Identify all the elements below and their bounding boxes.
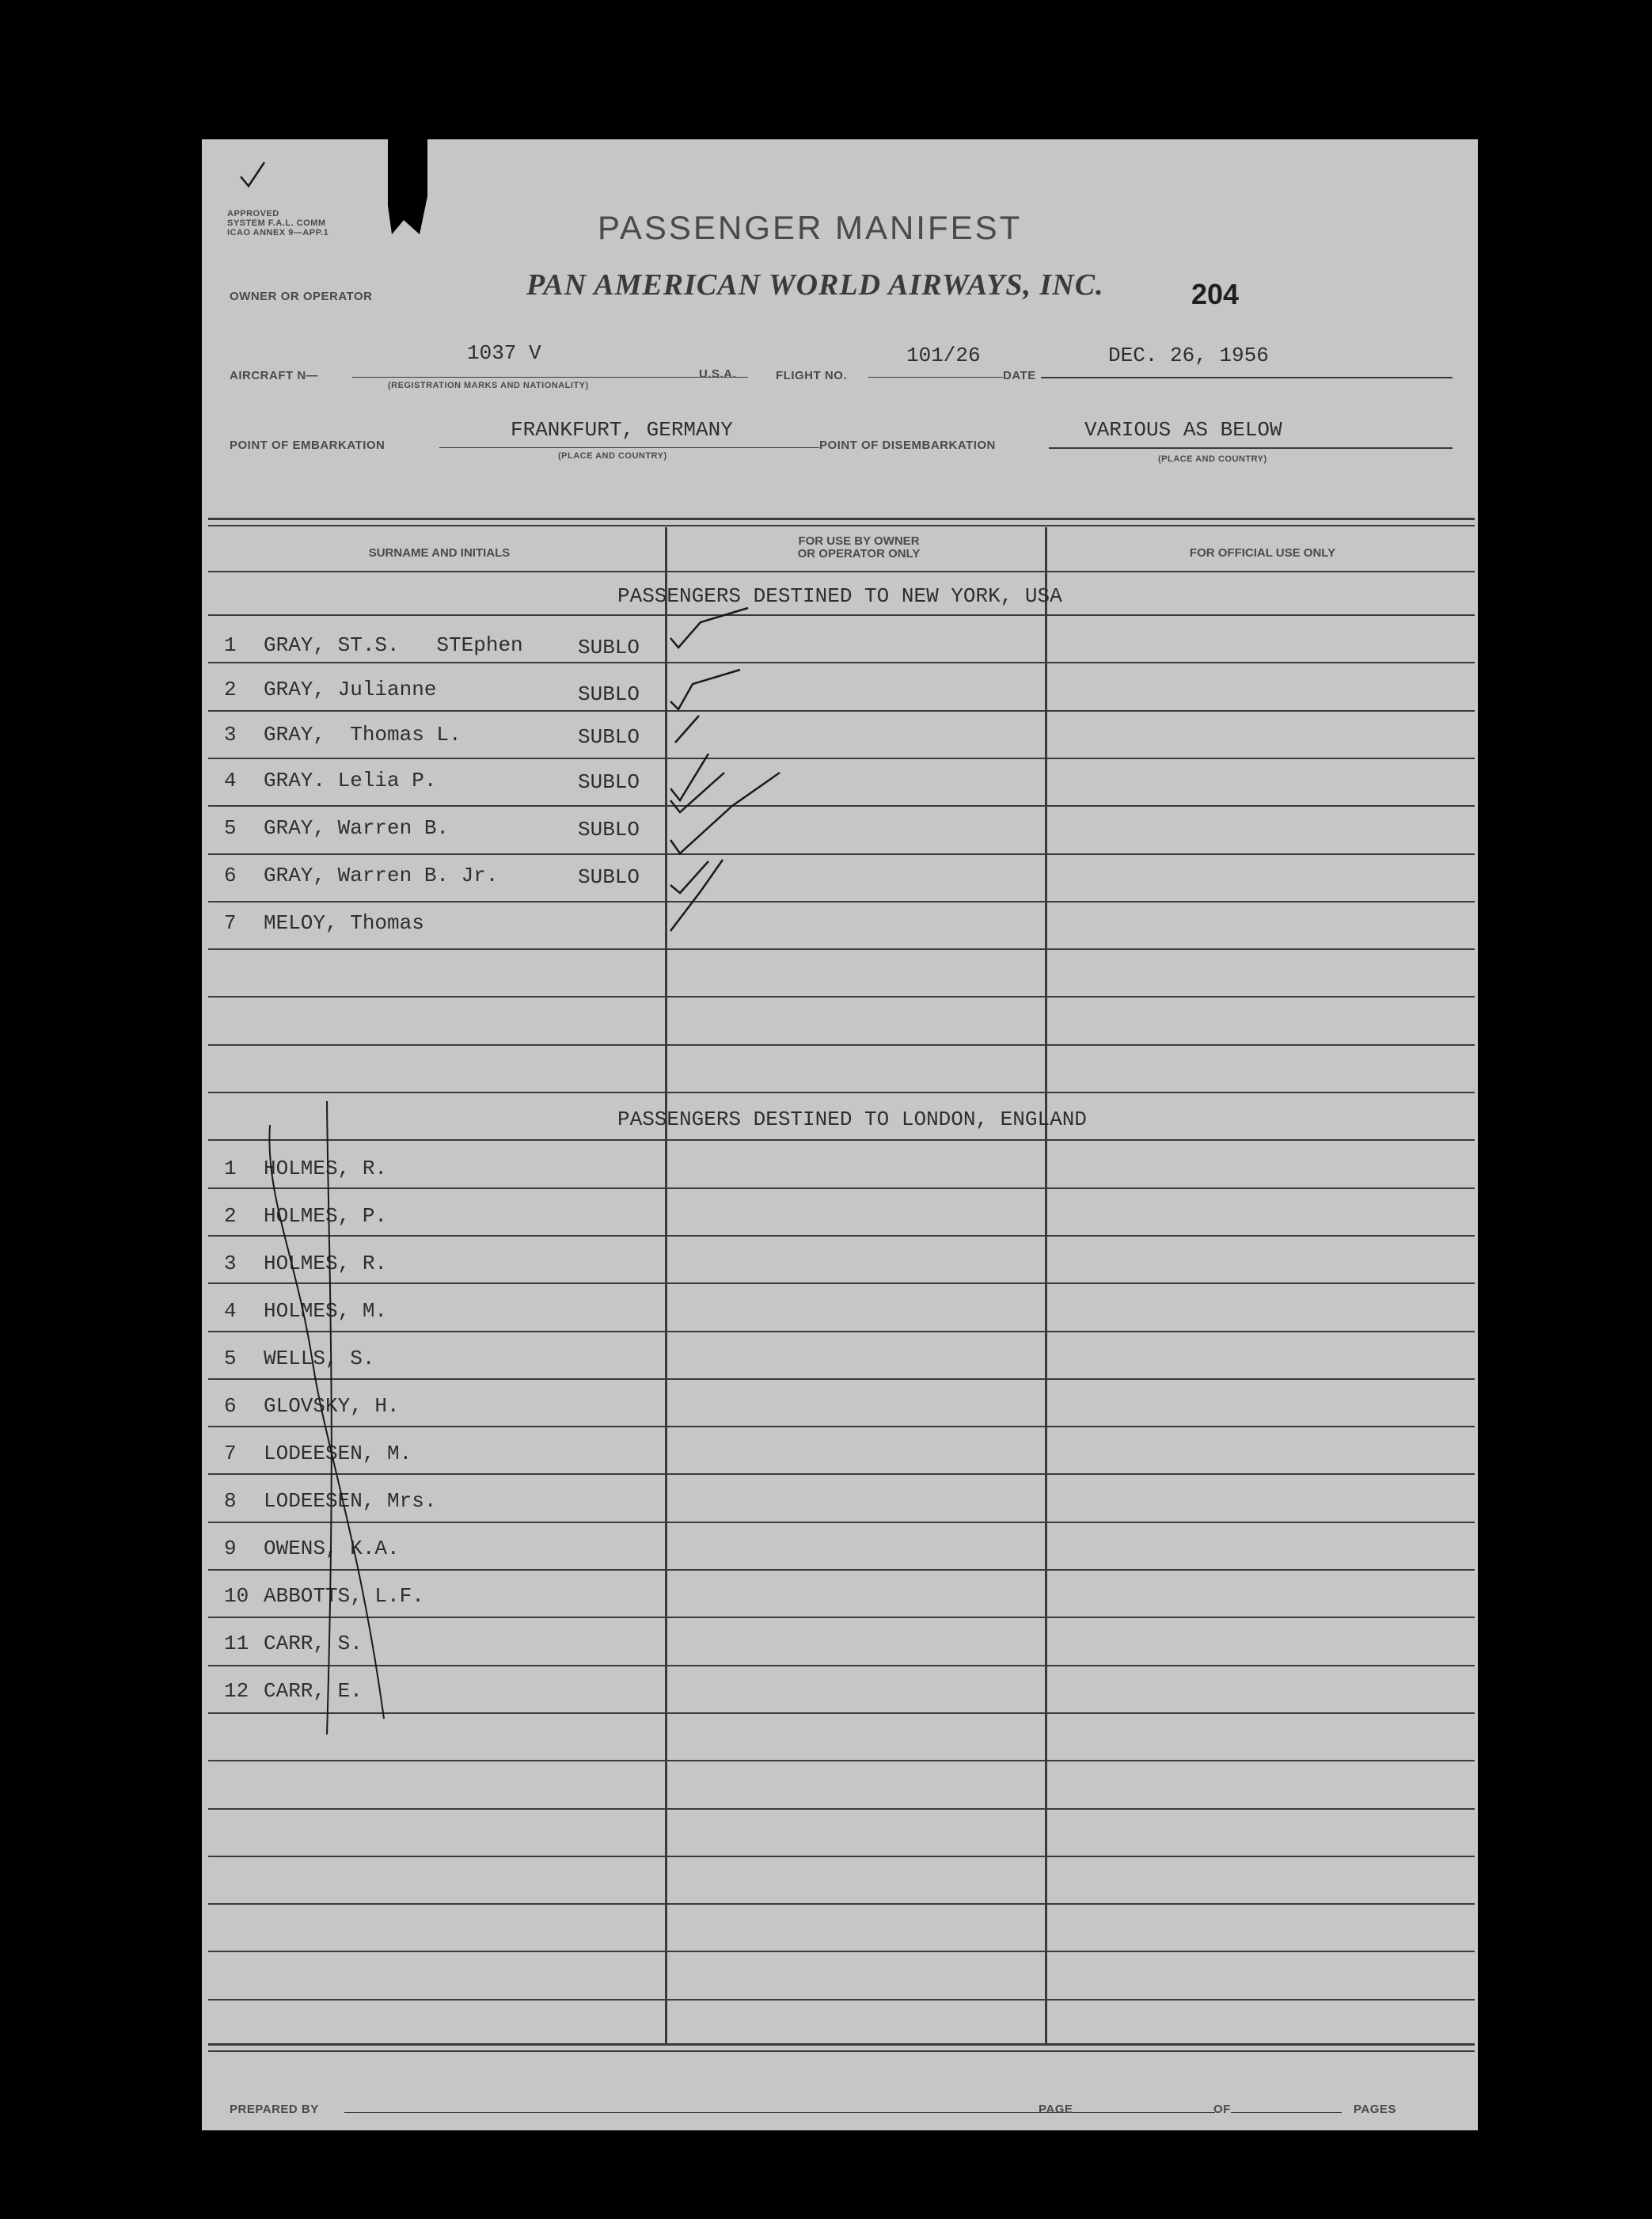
usa-label: U.S.A. (699, 367, 737, 381)
row-number: 7 (224, 911, 237, 935)
footer-top-rule (208, 2043, 1475, 2046)
aircraft-value: 1037 V (467, 341, 541, 365)
registration-caption: (REGISTRATION MARKS AND NATIONALITY) (388, 381, 589, 390)
embark-caption: (PLACE AND COUNTRY) (558, 451, 667, 461)
embark-label: POINT OF EMBARKATION (230, 439, 385, 452)
passenger-code: SUBLO (578, 865, 640, 889)
embark-value: FRANKFURT, GERMANY (511, 418, 733, 442)
section-heading-london: PASSENGERS DESTINED TO LONDON, ENGLAND (617, 1108, 1087, 1131)
row-number: 12 (224, 1679, 249, 1703)
passenger-name: LODEESEN, M. (264, 1442, 412, 1465)
date-underline (1041, 377, 1453, 378)
page-label: PAGE (1039, 2103, 1073, 2116)
row-number: 6 (224, 864, 237, 887)
torn-corner (388, 139, 427, 234)
row-number: 11 (224, 1632, 249, 1655)
passenger-code: SUBLO (578, 770, 640, 794)
row-number: 8 (224, 1489, 237, 1513)
owner-value: PAN AMERICAN WORLD AIRWAYS, INC. (526, 268, 1104, 302)
ruled-line (208, 1808, 1475, 1810)
col-header-surname: SURNAME AND INITIALS (368, 546, 511, 560)
disembark-underline (1049, 447, 1453, 449)
ruled-line (208, 1903, 1475, 1905)
passenger-name: HOLMES, R. (264, 1252, 388, 1275)
passenger-name: MELOY, Thomas (264, 911, 424, 935)
ruled-line (208, 1760, 1475, 1761)
aircraft-underline (352, 377, 748, 378)
page-stamp: 204 (1191, 278, 1240, 310)
section-heading-new-york: PASSENGERS DESTINED TO NEW YORK, USA (617, 584, 1062, 608)
date-label: DATE (1003, 369, 1036, 382)
flight-label: FLIGHT NO. (776, 369, 847, 382)
embark-underline (439, 447, 819, 448)
row-number: 2 (224, 678, 237, 701)
date-value: DEC. 26, 1956 (1108, 344, 1269, 367)
passenger-name: GRAY, Warren B. Jr. (264, 864, 499, 887)
table-top-rule (208, 518, 1475, 520)
of-line (1231, 2112, 1342, 2113)
passenger-name: HOLMES, M. (264, 1299, 388, 1323)
flight-underline (868, 377, 1003, 378)
owner-label: OWNER OR OPERATOR (230, 290, 373, 303)
manifest-sheet (202, 139, 1478, 2130)
passenger-name: ABBOTTS, L.F. (264, 1584, 424, 1608)
passenger-name: GRAY, Julianne (264, 678, 437, 701)
row-number: 3 (224, 723, 237, 747)
disembark-value: VARIOUS AS BELOW (1084, 418, 1282, 442)
passenger-code: SUBLO (578, 725, 640, 749)
row-number: 5 (224, 816, 237, 840)
pages-label: PAGES (1354, 2103, 1396, 2116)
disembark-label: POINT OF DISEMBARKATION (819, 439, 996, 452)
col-header-official: FOR OFFICIAL USE ONLY (1189, 546, 1336, 560)
passenger-name: GLOVSKY, H. (264, 1394, 400, 1418)
row-number: 4 (224, 769, 237, 792)
row-number: 6 (224, 1394, 237, 1418)
col-header-owner-use: FOR USE BY OWNER OR OPERATOR ONLY (797, 534, 921, 560)
row-number: 5 (224, 1347, 237, 1370)
passenger-code: SUBLO (578, 636, 640, 659)
row-number: 9 (224, 1537, 237, 1560)
passenger-name: GRAY, ST.S. STEphen (264, 633, 523, 657)
of-label: OF (1213, 2103, 1231, 2116)
page-title: PASSENGER MANIFEST (598, 209, 1023, 246)
passenger-name: WELLS, S. (264, 1347, 375, 1370)
row-number: 4 (224, 1299, 237, 1323)
ruled-line (208, 1999, 1475, 2001)
prepared-by-label: PREPARED BY (230, 2103, 319, 2116)
approval-note: APPROVED SYSTEM F.A.L. COMM ICAO ANNEX 9—APP.1 (227, 209, 329, 237)
aircraft-label: AIRCRAFT N— (230, 369, 319, 382)
passenger-name: GRAY. Lelia P. (264, 769, 437, 792)
row-number: 1 (224, 633, 237, 657)
passenger-name: OWENS, K.A. (264, 1537, 400, 1560)
page-line (1073, 2112, 1215, 2113)
passenger-name: CARR, E. (264, 1679, 363, 1703)
footer-top-rule-2 (208, 2050, 1475, 2052)
ruled-line (208, 1856, 1475, 1857)
handwritten-check-marks (661, 598, 867, 1105)
passenger-name: HOLMES, P. (264, 1204, 388, 1228)
row-number: 7 (224, 1442, 237, 1465)
passenger-name: GRAY, Warren B. (264, 816, 450, 840)
disembark-caption: (PLACE AND COUNTRY) (1158, 454, 1267, 464)
row-number: 3 (224, 1252, 237, 1275)
passenger-name: LODEESEN, Mrs. (264, 1489, 437, 1513)
row-number: 10 (224, 1584, 249, 1608)
check-mark-icon (237, 159, 269, 191)
row-number: 1 (224, 1157, 237, 1180)
passenger-name: HOLMES, R. (264, 1157, 388, 1180)
row-number: 2 (224, 1204, 237, 1228)
passenger-name: CARR, S. (264, 1632, 363, 1655)
passenger-name: GRAY, Thomas L. (264, 723, 461, 747)
flight-value: 101/26 (906, 344, 981, 367)
passenger-code: SUBLO (578, 818, 640, 842)
table-top-rule-2 (208, 525, 1475, 526)
header-bottom-rule (208, 571, 1475, 572)
ruled-line (208, 1951, 1475, 1952)
handwritten-strike-lines (249, 1101, 455, 1735)
passenger-code: SUBLO (578, 682, 640, 706)
column-divider-2 (1045, 527, 1047, 2045)
